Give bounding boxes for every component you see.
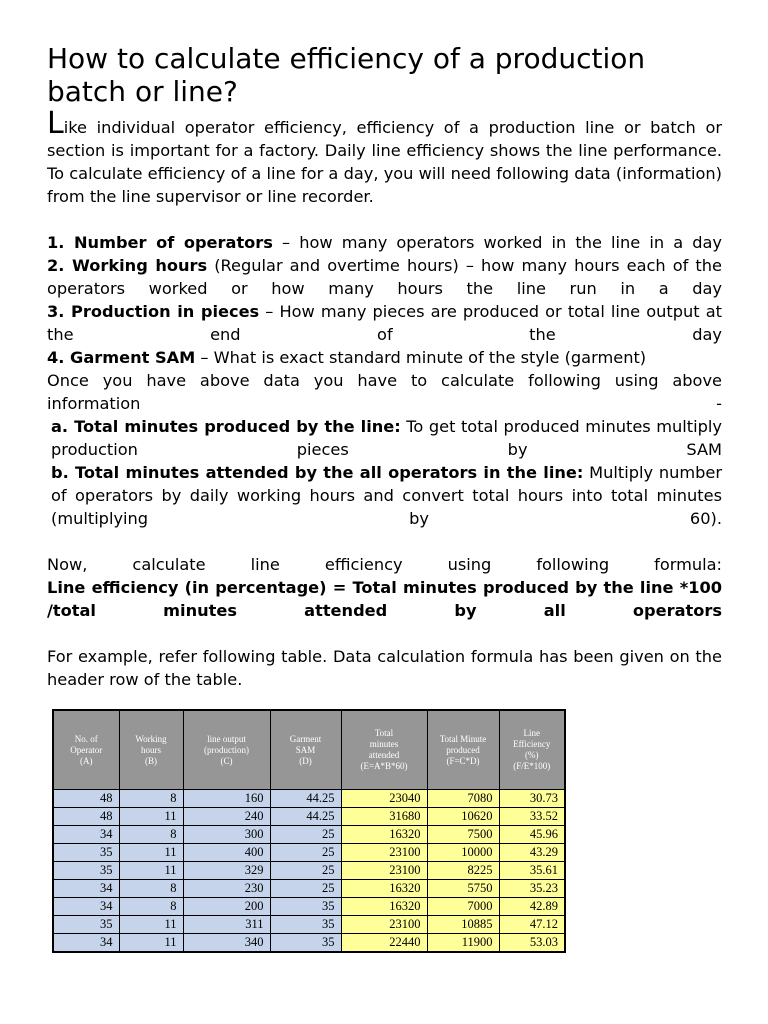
table-cell: 34 [53,880,119,898]
table-header-row [53,710,565,790]
table-cell: 48 [53,808,119,826]
column-header-line: (F=C*D) [446,755,480,766]
column-header-line: Working [135,733,167,744]
table-cell: 25 [270,880,341,898]
column-header [427,710,499,790]
table-cell: 35 [53,862,119,880]
table-cell: 230 [183,880,270,898]
table-cell: 43.29 [499,844,565,862]
table-cell: 11 [119,934,183,953]
table-cell: 8 [119,880,183,898]
item-label: 2. Working hours [47,256,208,275]
table-body [53,790,565,953]
table-cell: 11 [119,916,183,934]
table-cell: 23100 [341,862,427,880]
table-cell: 11 [119,844,183,862]
table-cell: 34 [53,826,119,844]
table-cell: 340 [183,934,270,953]
table-cell: 200 [183,898,270,916]
column-header-line: (A) [80,755,93,766]
item-sam [47,346,722,369]
table-cell: 35 [270,934,341,953]
table-cell: 7500 [427,826,499,844]
table-cell: 25 [270,826,341,844]
table-cell: 44.25 [270,808,341,826]
column-header [119,710,183,790]
column-header-line: Total [374,728,394,738]
table-cell: 16320 [341,826,427,844]
table-row [53,934,565,953]
table-cell: 16320 [341,898,427,916]
table-cell: 25 [270,844,341,862]
column-header-line: (C) [220,755,233,766]
table-cell: 33.52 [499,808,565,826]
table-cell: 53.03 [499,934,565,953]
formula-text: Line efficiency (in percentage) = Total minutes produced by the line *100 /total minutes attended by all operators [47,578,722,620]
table-cell: 10885 [427,916,499,934]
column-header-line: Total Minute [439,733,487,744]
table-cell: 35 [53,916,119,934]
formula [47,576,722,622]
column-header-line: attended [368,750,400,760]
column-header-line: (%) [525,750,539,760]
sub-item-text: Multiply number of operators by daily working hours and convert total hours into total minutes (multiplying by 60). [51,463,723,528]
table-cell: 47.12 [499,916,565,934]
column-header-line: Operator [70,744,103,755]
column-header-line: (D) [299,755,312,766]
column-header-line: (B) [145,755,157,766]
column-header [183,710,270,790]
efficiency-table [52,709,566,953]
table-cell: 25 [270,862,341,880]
item-text: (Regular and overtime hours) – how many hours each of the operators worked or how many hours the line run in a day [47,256,723,298]
sub-item-a [47,415,722,461]
column-header [341,710,427,790]
table-cell: 8 [119,898,183,916]
drop-cap: L [47,106,64,141]
table-cell: 8 [119,826,183,844]
table-cell: 23100 [341,916,427,934]
item-label: 4. Garment SAM [47,348,196,367]
column-header [53,710,119,790]
sub-item-text: To get total produced minutes multiply production pieces by SAM [51,417,722,459]
table-cell: 300 [183,826,270,844]
table-cell: 16320 [341,880,427,898]
column-header-line: SAM [295,744,316,755]
article-body [47,106,723,691]
column-header-line: (E=A*B*60) [360,761,408,771]
table-cell: 10000 [427,844,499,862]
item-text: – How many pieces are produced or total line output at the end of the day [47,302,722,344]
intro-paragraph [47,106,722,208]
table-cell: 11 [119,808,183,826]
table-cell: 160 [183,790,270,808]
column-header [499,710,565,790]
table-cell: 7000 [427,898,499,916]
table-cell: 311 [183,916,270,934]
table-row [53,790,565,808]
table-cell: 34 [53,898,119,916]
item-label: 1. Number of operators [47,233,273,252]
sub-item-label: b. Total minutes attended by the all operators in the line: [51,463,584,482]
table-cell: 35 [270,898,341,916]
item-production [47,300,722,346]
table-cell: 35 [270,916,341,934]
table-cell: 5750 [427,880,499,898]
table-row [53,880,565,898]
table-cell: 35 [53,844,119,862]
table-cell: 34 [53,934,119,953]
table-cell: 22440 [341,934,427,953]
table-row [53,808,565,826]
table-cell: 11 [119,862,183,880]
table-cell: 240 [183,808,270,826]
item-text: – What is exact standard minute of the style (garment) [195,348,647,367]
table-row [53,862,565,880]
column-header-line: produced [446,744,480,755]
column-header-line: (F/E*100) [513,761,551,771]
item-operators [47,231,722,254]
intro-text: ike individual operator efficiency, efficiency of a production line or batch or section is important for a factory. Daily line efficiency shows the line performance. To calculate efficiency of a line for a day, you will need following data (information) from the line supervisor or line recorder. [47,118,722,206]
table-cell: 23100 [341,844,427,862]
table-cell: 30.73 [499,790,565,808]
table-cell: 42.89 [499,898,565,916]
table-row [53,916,565,934]
table-cell: 23040 [341,790,427,808]
column-header-line: Garment [289,733,322,744]
now-paragraph: Now, calculate line efficiency using following formula: [47,555,722,574]
table-cell: 10620 [427,808,499,826]
sub-item-b [47,461,722,530]
column-header-line: No. of [74,733,98,744]
column-header-line: minutes [369,739,399,749]
column-header-line: Efficiency [513,739,551,749]
item-working-hours [47,254,722,300]
title-line-1: How to calculate efficiency of a production [47,42,646,75]
table-cell: 329 [183,862,270,880]
item-label: 3. Production in pieces [47,302,260,321]
table-cell: 45.96 [499,826,565,844]
title-line-2: batch or line? [47,75,238,108]
example-paragraph: For example, refer following table. Data calculation formula has been given on the header row of the table. [47,647,722,689]
column-header-line: hours [141,744,161,755]
table-cell: 8225 [427,862,499,880]
table-cell: 8 [119,790,183,808]
table-cell: 35.61 [499,862,565,880]
table-cell: 44.25 [270,790,341,808]
table-row [53,826,565,844]
once-paragraph: Once you have above data you have to calculate following using above information - [47,371,722,413]
page-title [47,42,737,108]
efficiency-table-wrapper [52,709,566,953]
table-row [53,898,565,916]
column-header-line: line output [207,733,246,744]
column-header-line: Line [523,728,540,738]
table-cell: 31680 [341,808,427,826]
table-row [53,844,565,862]
column-header-line: (production) [204,744,249,755]
column-header [270,710,341,790]
table-cell: 48 [53,790,119,808]
sub-item-label: a. Total minutes produced by the line: [51,417,401,436]
item-text: – how many operators worked in the line in a day [272,233,723,252]
table-cell: 400 [183,844,270,862]
table-cell: 11900 [427,934,499,953]
table-cell: 35.23 [499,880,565,898]
table-cell: 7080 [427,790,499,808]
